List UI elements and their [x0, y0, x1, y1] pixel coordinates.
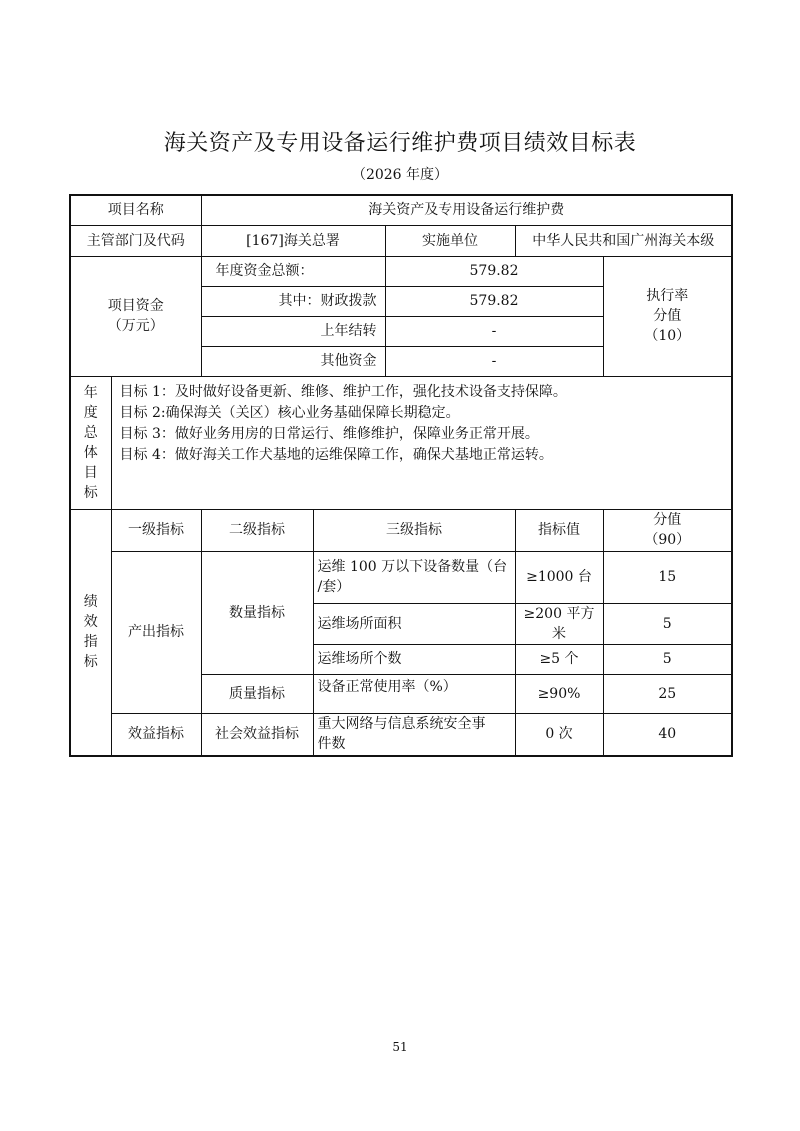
goals-label-char: 体 [83, 444, 98, 461]
funds-fiscal-label: 其中：财政拨款 [201, 286, 385, 316]
header-score [603, 509, 732, 551]
exec-rate-cell [603, 256, 732, 376]
impl-label: 实施单位 [385, 225, 515, 256]
indicator-l3: 运维场所个数 [313, 644, 515, 674]
indicator-score: 5 [603, 644, 732, 674]
project-name-value: 海关资产及专用设备运行维护费 [201, 195, 732, 225]
funds-total-label: 年度资金总额： [201, 256, 385, 286]
header-level1: 一级指标 [111, 509, 201, 551]
goal-item: 目标 1：及时做好设备更新、维修、维护工作，强化技术设备支持保障。 [119, 383, 567, 400]
dept-label: 主管部门及代码 [70, 225, 201, 256]
indicator-header-row [70, 509, 732, 551]
goals-label-char: 度 [83, 404, 98, 421]
funds-total-value: 579.82 [385, 256, 603, 286]
exec-rate-line3: （10） [644, 328, 691, 344]
indicators-label-char: 标 [83, 654, 98, 671]
header-score-line1: 分值 [653, 512, 682, 528]
impl-value: 中华人民共和国广州海关本级 [515, 225, 732, 256]
funds-label [70, 256, 201, 376]
benefit-indicator-label: 效益指标 [111, 713, 201, 756]
goal-item: 目标 4：做好海关工作犬基地的运维保障工作，确保犬基地正常运转。 [119, 446, 553, 463]
indicator-value: ≥5 个 [515, 644, 603, 674]
indicator-row [70, 551, 732, 603]
exec-rate-line1: 执行率 [646, 288, 689, 304]
indicator-l3-line2: /套） [317, 579, 351, 595]
indicator-l3 [313, 713, 515, 756]
indicator-score: 5 [603, 603, 732, 644]
funds-label-line2: （万元） [107, 318, 164, 334]
project-name-row [70, 195, 732, 225]
goals-label-char: 标 [83, 484, 98, 501]
funds-carryover-label: 上年结转 [201, 316, 385, 346]
quantity-indicator-label: 数量指标 [201, 551, 313, 674]
funds-row [70, 256, 732, 286]
social-indicator-label: 社会效益指标 [201, 713, 313, 756]
goal-item: 目标 3：做好业务用房的日常运行、维修维护，保障业务正常开展。 [119, 425, 539, 442]
header-level2: 二级指标 [201, 509, 313, 551]
indicator-l3-line1: 运维 100 万以下设备数量（台 [317, 559, 508, 575]
indicators-label [70, 509, 111, 756]
indicator-value: ≥200 平方米 [515, 603, 603, 644]
indicator-score: 15 [603, 551, 732, 603]
quality-indicator-label: 质量指标 [201, 674, 313, 713]
indicator-l3: 运维场所面积 [313, 603, 515, 644]
goals-label [70, 376, 111, 509]
goals-label-char: 目 [83, 464, 98, 481]
indicator-row [70, 713, 732, 756]
indicator-l3-line1: 重大网络与信息系统安全事 [317, 716, 486, 733]
funds-fiscal-value: 579.82 [385, 286, 603, 316]
goals-label-char: 年 [83, 384, 98, 401]
indicator-score: 40 [603, 713, 732, 756]
header-value: 指标值 [515, 509, 603, 551]
indicator-value: ≥1000 台 [515, 551, 603, 603]
indicators-label-char: 指 [83, 634, 98, 651]
funds-other-label: 其他资金 [201, 346, 385, 376]
dept-row [70, 225, 732, 256]
indicator-l3-line2: 件数 [317, 736, 346, 753]
indicators-label-char: 绩 [83, 594, 98, 611]
header-score-line2: （90） [644, 532, 691, 548]
funds-other-value: - [385, 346, 603, 376]
page-title: 海关资产及专用设备运行维护费项目绩效目标表 [163, 131, 637, 156]
page-number: 51 [392, 1040, 408, 1054]
output-indicator-label: 产出指标 [111, 551, 201, 713]
goals-label-char: 总 [83, 424, 98, 441]
project-name-label: 项目名称 [70, 195, 201, 225]
indicator-l3: 设备正常使用率（%） [313, 674, 515, 713]
exec-rate-line2: 分值 [653, 308, 682, 324]
funds-label-line1: 项目资金 [107, 298, 164, 314]
funds-carryover-value: - [385, 316, 603, 346]
indicator-score: 25 [603, 674, 732, 713]
goal-item: 目标 2:确保海关（关区）核心业务基础保障长期稳定。 [119, 404, 460, 421]
indicator-value: 0 次 [515, 713, 603, 756]
page-year: （2026 年度） [351, 167, 449, 183]
header-level3: 三级指标 [313, 509, 515, 551]
goals-row [70, 376, 732, 509]
performance-table [69, 194, 733, 757]
indicator-l3 [313, 551, 515, 603]
indicators-label-char: 效 [83, 614, 98, 631]
goals-content [111, 376, 732, 509]
indicator-value: ≥90% [515, 674, 603, 713]
dept-value: [167]海关总署 [201, 225, 385, 256]
